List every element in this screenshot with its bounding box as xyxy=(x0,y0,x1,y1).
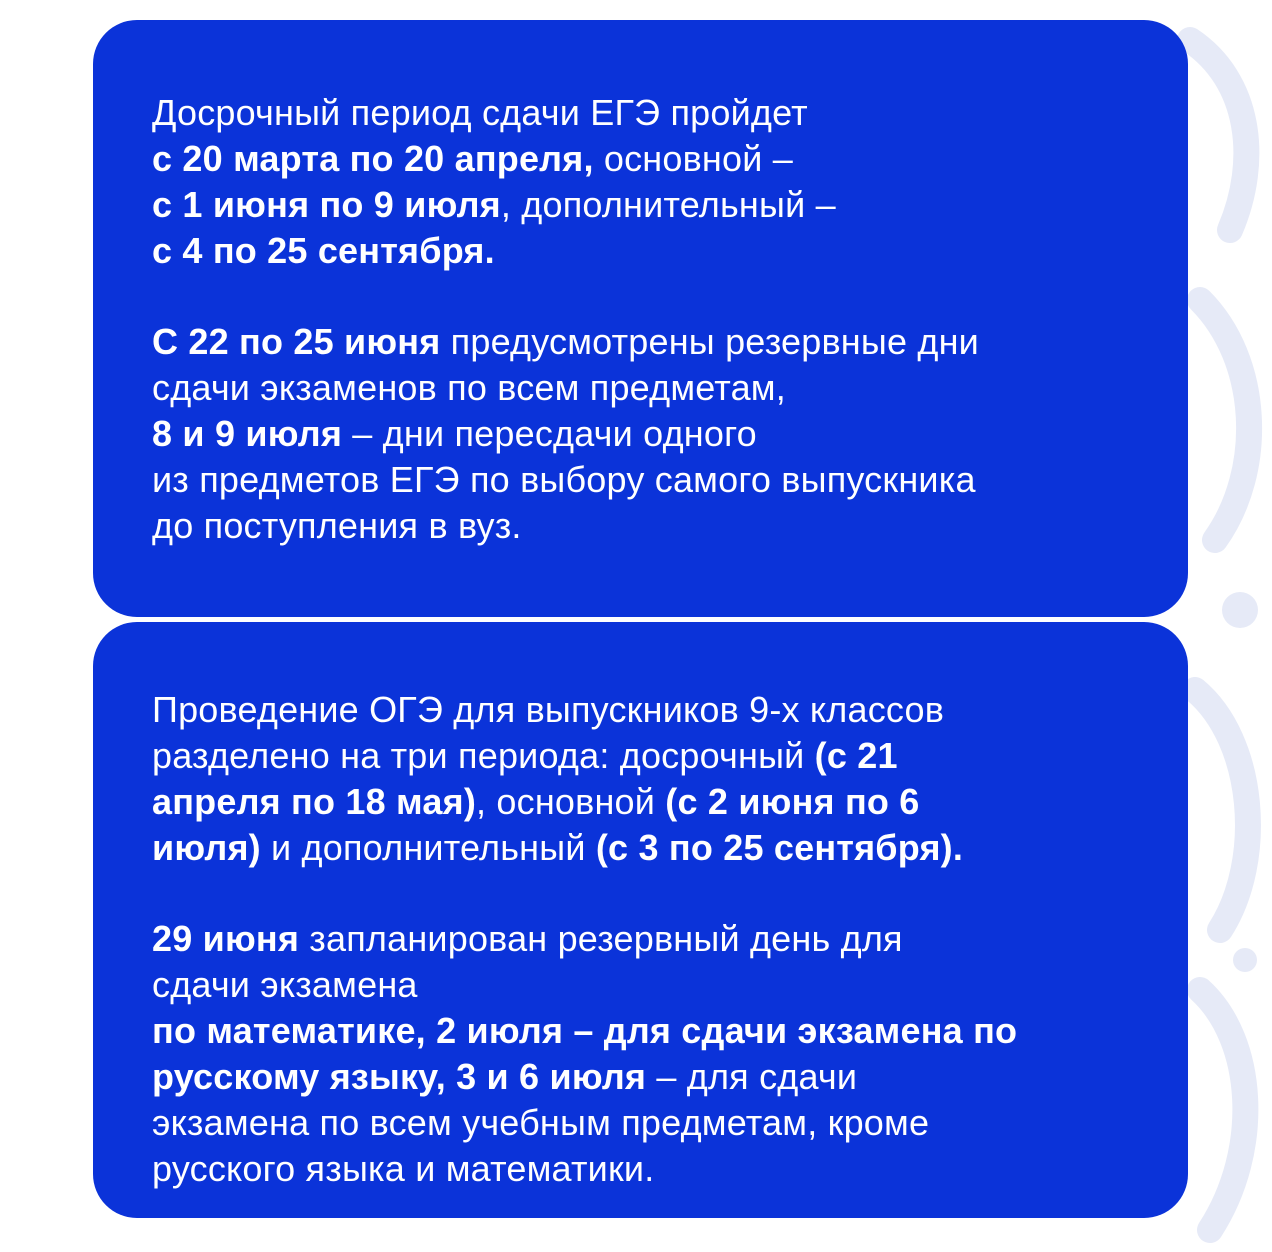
text-line: Досрочный период сдачи ЕГЭ пройдет xyxy=(152,92,808,133)
text-line: разделено на три периода: досрочный (с 21 xyxy=(152,735,898,776)
text-line: Проведение ОГЭ для выпускников 9-х классов xyxy=(152,689,945,730)
text-line: из предметов ЕГЭ по выбору самого выпускника xyxy=(152,459,976,500)
oge-reserve-days-paragraph xyxy=(152,916,1148,1192)
text-line: сдачи экзаменов по всем предметам, xyxy=(152,367,786,408)
text-line: июля) и дополнительный (с 3 по 25 сентября). xyxy=(152,827,964,868)
text-line: с 4 по 25 сентября. xyxy=(152,230,495,271)
text-line: 29 июня запланирован резервный день для xyxy=(152,918,903,959)
text-line: экзамена по всем учебным предметам, кроме xyxy=(152,1102,930,1143)
text-line: до поступления в вуз. xyxy=(152,505,522,546)
text-line: с 20 марта по 20 апреля, основной – xyxy=(152,138,793,179)
text-line: русскому языку, 3 и 6 июля – для сдачи xyxy=(152,1056,858,1097)
text-line: С 22 по 25 июня предусмотрены резервные дни xyxy=(152,321,979,362)
oge-periods-paragraph xyxy=(152,687,1148,871)
ege-info-card xyxy=(93,20,1188,617)
ege-reserve-days-paragraph xyxy=(152,319,1148,549)
text-line: по математике, 2 июля – для сдачи экзамена по xyxy=(152,1010,1018,1051)
text-line: апреля по 18 мая), основной (с 2 июня по 6 xyxy=(152,781,920,822)
oge-info-card xyxy=(93,622,1188,1218)
ege-periods-paragraph xyxy=(152,90,1148,274)
text-line: 8 и 9 июля – дни пересдачи одного xyxy=(152,413,757,454)
text-line: русского языка и математики. xyxy=(152,1148,655,1189)
text-line: сдачи экзамена xyxy=(152,964,418,1005)
text-line: с 1 июня по 9 июля, дополнительный – xyxy=(152,184,836,225)
